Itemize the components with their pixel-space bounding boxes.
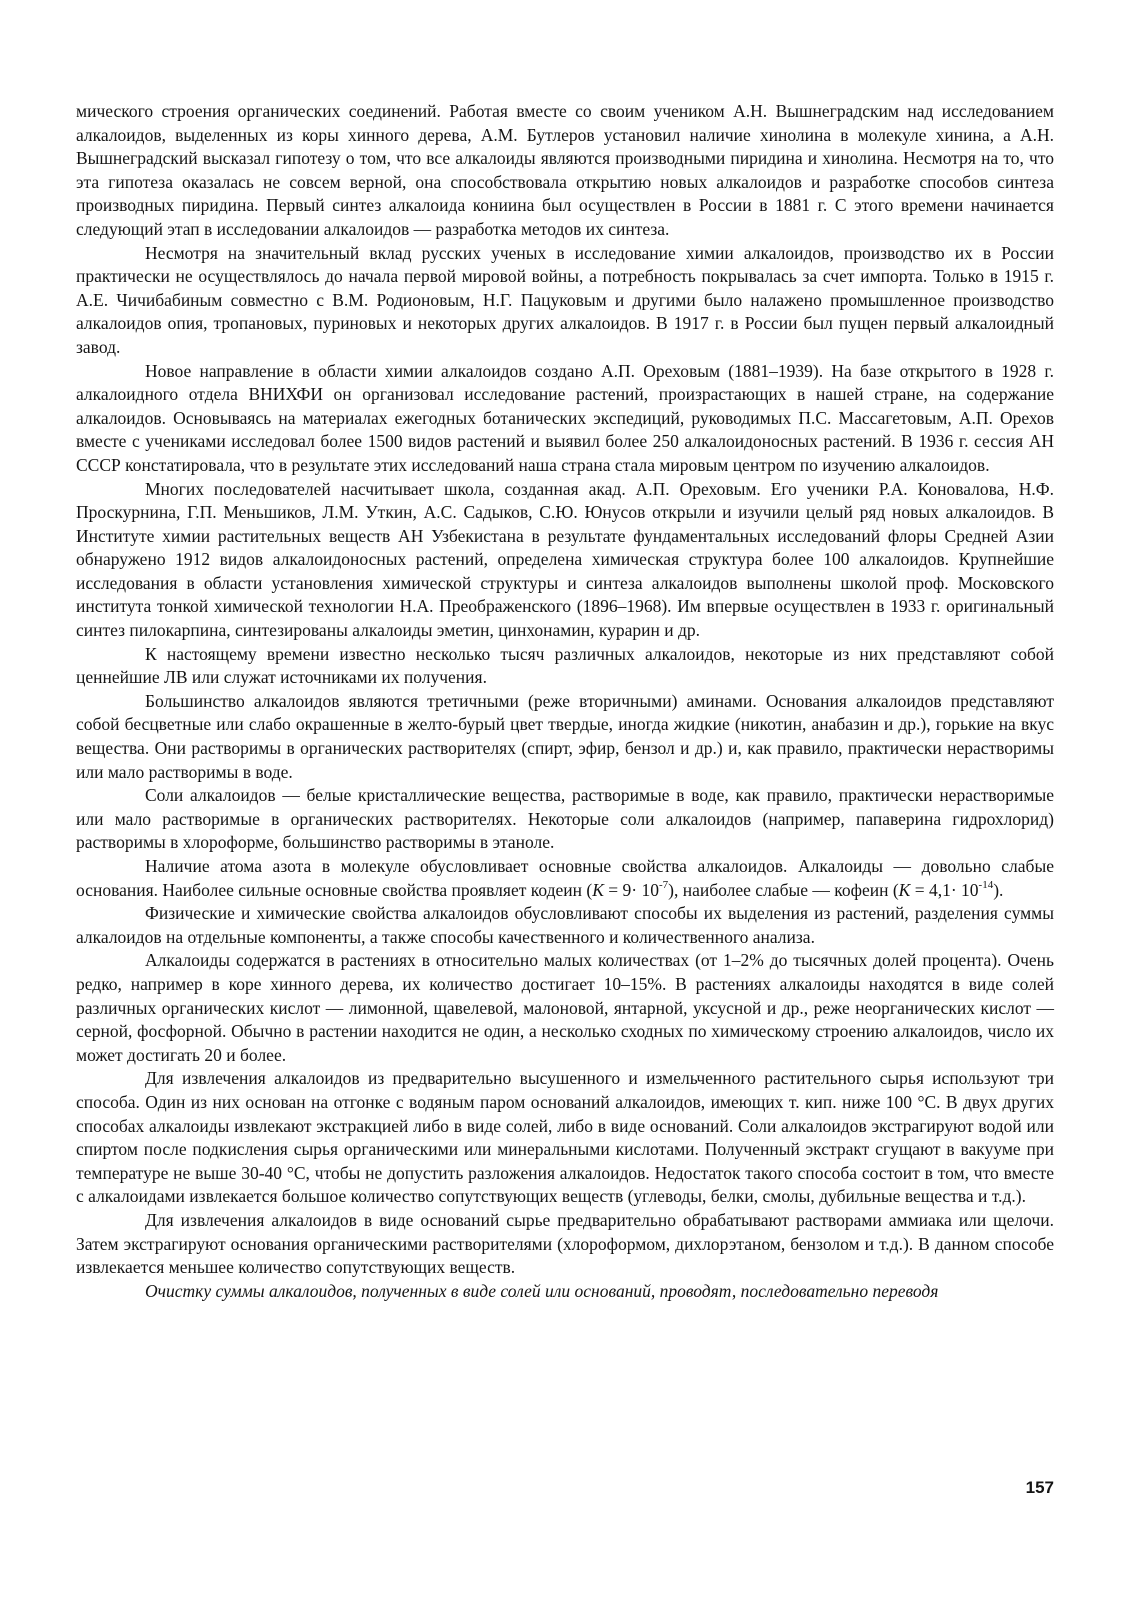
exponent: -7 (658, 878, 669, 891)
k-symbol: K (592, 879, 604, 900)
paragraph: Большинство алкалоидов являются третичными (реже вторичными) аминами. Основания алкалоидов представляют собой бесцветные или слабо окрашенные в желто-бурый цвет твердые, иногда жидкие (никотин, анабазин и др.), горькие на вкус вещества. Они растворимы в органических растворителях (спирт, эфир, бензол и др.) и, как правило, практически нерастворимы или мало растворимы в воде. (76, 690, 1054, 782)
page-number: 157 (1025, 1478, 1054, 1497)
basicity-paragraph: Наличие атома азота в молекуле обусловливает основные свойства алкалоидов. Алкалоиды — довольно слабые основания. Наиболее сильные основные свойства проявляет кодеин $(K = 9\cdot 10^{-7})$, наиболее слабые — кофеин $(K = 4,1\cdot 10^{-14})$. (76, 856, 1054, 900)
paragraph: Несмотря на значительный вклад русских ученых в исследование химии алкалоидов, производство их в России практически не осуществлялось до начала первой мировой войны, а потребность покрывалась за счет импорта. Только в 1915 г. А.Е. Чичибабиным совместно с В.М. Родионовым, Н.Г. Пацуковым и другими было налажено промышленное производство алкалоидов опия, тропановых, пуриновых и некоторых других алкалоидов. В 1917 г. в России был пущен первый алкалоидный завод. (76, 242, 1054, 357)
paragraph: Для извлечения алкалоидов из предварительно высушенного и измельченного растительного сырья используют три способа. Один из них основан на отгонке с водяным паром оснований алкалоидов, имеющих т. кип. ниже 100 °С. В двух других способах алкалоиды извлекают экстракцией либо в виде солей, либо в виде оснований. Соли алкалоидов экстрагируют водой или спиртом после подкисления сырья органическими или минеральными кислотами. Полученный экстракт сгущают в вакууме при температуре не выше 30-40 °С, чтобы не допустить разложения алкалоидов. Недостаток такого способа состоит в том, что вместе с алкалоидами извлекается большое количество сопутствующих веществ (углеводы, белки, смолы, дубильные вещества и т.д.). (76, 1068, 1054, 1207)
paragraph: Многих последователей насчитывает школа, созданная акад. А.П. Ореховым. Его ученики Р.А. Коновалова, Н.Ф. Проскурнина, Г.П. Меньшиков, Л.М. Уткин, А.С. Садыков, С.Ю. Юнусов открыли и изучили целый ряд новых алкалоидов. В Институте химии растительных веществ АН Узбекистана в результате фундаментальных исследований флоры Средней Азии обнаружено 1912 видов алкалоидоносных растений, определена химическая структура более 100 алкалоидов. Крупнейшие исследования в области установления химической структуры и синтеза алкалоидов выполнены школой проф. Московского института тонкой химической технологии Н.А. Преображенского (1896–1968). Им впервые осуществлен в 1933 г. оригинальный синтез пилокарпина, синтезированы алкалоиды эметин, цинхонамин, курарин и др. (76, 478, 1054, 641)
paragraph: К настоящему времени известно несколько тысяч различных алкалоидов, некоторые из них представляют собой ценнейшие ЛВ или служат источниками их получения. (76, 643, 1054, 688)
body-text (76, 100, 1054, 1303)
closing-italic-line: Очистку суммы алкалоидов, полученных в виде солей или оснований, проводят, последовательно переводя (145, 1280, 939, 1301)
paragraph: мического строения органических соединений. Работая вместе со своим учеником А.Н. Вышнеградским над исследованием алкалоидов, выделенных из коры хинного дерева, А.М. Бутлеров установил наличие хинолина в молекуле хинина, а А.Н. Вышнеградский высказал гипотезу о том, что все алкалоиды являются производными пиридина и хинолина. Несмотря на то, что эта гипотеза оказалась не совсем верной, она способствовала открытию новых алкалоидов и разработке способов синтеза производных пиридина. Первый синтез алкалоида кониина был осуществлен в России в 1881 г. С этого времени начинается следующий этап в исследовании алкалоидов — разработка методов их синтеза. (76, 101, 1054, 239)
paragraph: Новое направление в области химии алкалоидов создано А.П. Ореховым (1881–1939). На базе открытого в 1928 г. алкалоидного отдела ВНИХФИ он организовал исследование растений, произрастающих в нашей стране, на содержание алкалоидов. Основываясь на материалах ежегодных ботанических экспедиций, руководимых П.С. Массагетовым, А.П. Орехов вместе с учениками исследовал более 1500 видов растений и выявил более 250 алкалоидоносных растений. В 1936 г. сессия АН СССР констатировала, что в результате этих исследований наша страна стала мировым центром по изучению алкалоидов. (76, 360, 1054, 475)
paragraph: Алкалоиды содержатся в растениях в относительно малых количествах (от 1–2% до тысячных долей процента). Очень редко, например в коре хинного дерева, их количество достигает 10–15%. В растениях алкалоиды находятся в виде солей различных органических кислот — лимонной, щавелевой, малоновой, янтарной, уксусной и др., реже неорганических кислот — серной, фосфорной. Обычно в растении находится не один, а несколько сходных по химическому строению алкалоидов, число их может достигать 20 и более. (76, 950, 1054, 1065)
paragraph: Соли алкалоидов — белые кристаллические вещества, растворимые в воде, как правило, практически нерастворимые или мало растворимые в органических растворителях. Некоторые соли алкалоидов (например, папаверина гидрохлорид) растворимы в хлороформе, большинство растворимы в этаноле. (76, 785, 1054, 853)
k-symbol: K (898, 879, 911, 900)
paragraph: Физические и химические свойства алкалоидов обусловливают способы их выделения из растений, разделения суммы алкалоидов на отдельные компоненты, а также способы качественного и количественного анализа. (76, 903, 1054, 947)
paragraph: Для извлечения алкалоидов в виде оснований сырье предварительно обрабатывают растворами аммиака или щелочи. Затем экстрагируют основания органическими растворителями (хлороформом, дихлорэтаном, бензолом и т.д.). В данном способе извлекается меньшее количество сопутствующих веществ. (76, 1209, 1054, 1278)
exponent: -14 (978, 878, 994, 891)
